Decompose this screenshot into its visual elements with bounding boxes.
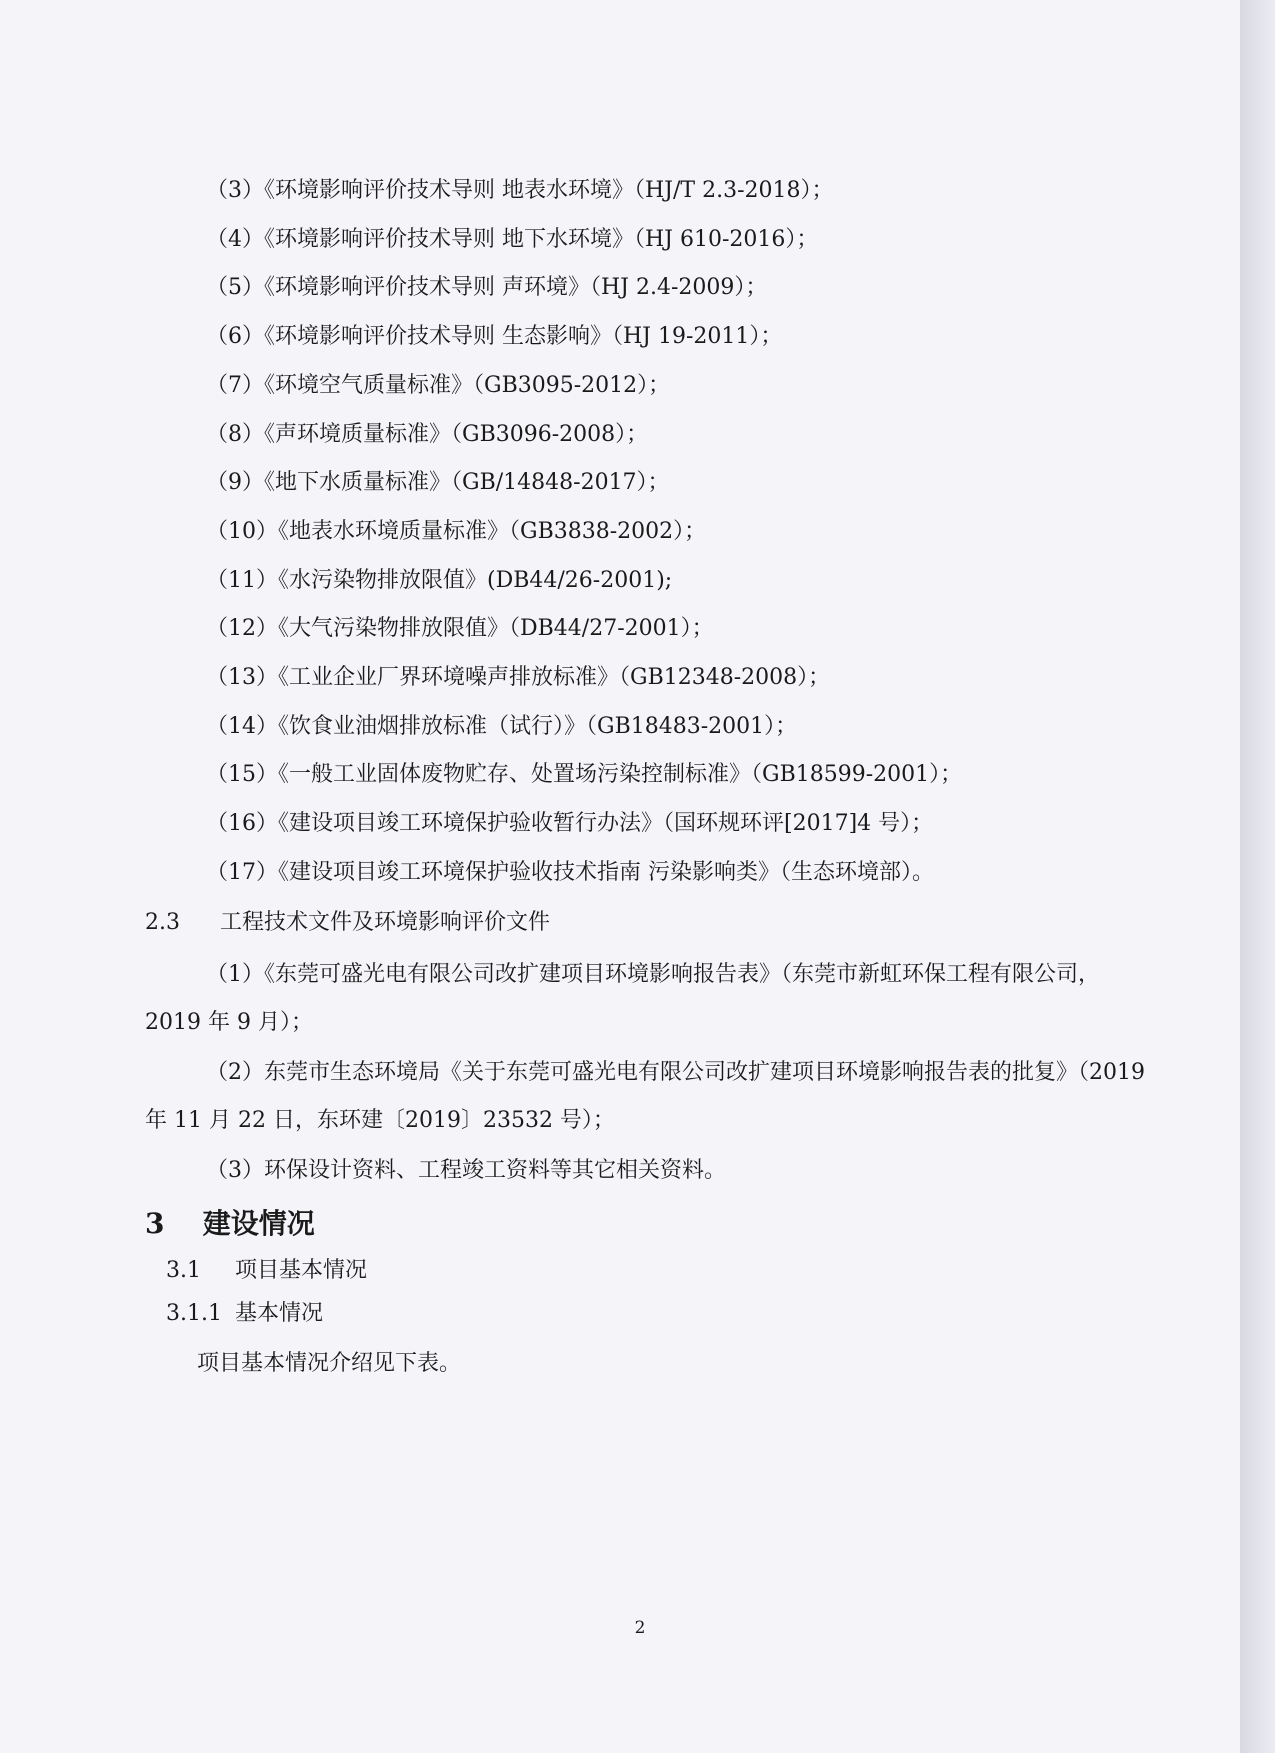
reference-item: （11）《水污染物排放限值》(DB44/26-2001); [206,568,673,593]
chapter-title: 建设情况 [202,1207,315,1240]
page-number: 2 [634,1618,646,1638]
chapter-3-heading [145,1206,315,1242]
reference-item: （13）《工业企业厂界环境噪声排放标准》（GB12348-2008）； [206,665,831,690]
reference-item: （3）《环境影响评价技术导则 地表水环境》（HJ/T 2.3-2018）； [206,178,834,203]
section-2-3-heading [145,908,550,938]
section-title: 项目基本情况 [235,1258,368,1283]
reference-item: （10）《地表水环境质量标准》（GB3838-2002）； [206,519,707,544]
section-number: 3.1.1 [166,1301,222,1326]
reference-item: （9）《地下水质量标准》（GB/14848-2017）； [206,470,670,495]
reference-item: （7）《环境空气质量标准》（GB3095-2012）； [206,373,671,398]
section-3-1-heading [166,1256,367,1286]
paragraph-eia-report: （1）《东莞可盛光电有限公司改扩建项目环境影响报告表》（东莞市新虹环保工程有限公司，2019 年 9 月）； [145,962,1101,1035]
section-title: 工程技术文件及环境影响评价文件 [220,910,551,935]
section-3-1-1-heading [166,1299,323,1329]
reference-item: （6）《环境影响评价技术导则 生态影响》（HJ 19-2011）； [206,324,783,349]
paragraph-design-docs: （3）环保设计资料、工程竣工资料等其它相关资料。 [206,1158,726,1183]
reference-item: （12）《大气污染物排放限值》（DB44/27-2001）； [206,616,714,641]
intro-text: 项目基本情况介绍见下表。 [197,1351,462,1376]
section-number: 2.3 [145,910,180,935]
reference-item: （14）《饮食业油烟排放标准（试行）》（GB18483-2001）； [206,714,798,739]
reference-item: （8）《声环境质量标准》（GB3096-2008）； [206,422,649,447]
section-number: 3.1 [166,1258,201,1283]
paragraph-approval: （2）东莞市生态环境局《关于东莞可盛光电有限公司改扩建项目环境影响报告表的批复》（2019 年 11 月 22 日，东环建〔2019〕23532 号）； [145,1060,1145,1133]
reference-item: （15）《一般工业固体废物贮存、处置场污染控制标准》（GB18599-2001）； [206,762,963,787]
section-title: 基本情况 [235,1301,324,1326]
reference-item: （4）《环境影响评价技术导则 地下水环境》（HJ 610-2016）； [206,227,819,252]
reference-item: （16）《建设项目竣工环境保护验收暂行办法》（国环规环评[2017]4 号）； [206,811,934,836]
reference-item: （17）《建设项目竣工环境保护验收技术指南 污染影响类》（生态环境部）。 [206,860,934,885]
reference-item: （5）《环境影响评价技术导则 声环境》（HJ 2.4-2009）； [206,275,768,300]
chapter-number: 3 [145,1207,165,1240]
page-edge [1240,0,1275,1753]
